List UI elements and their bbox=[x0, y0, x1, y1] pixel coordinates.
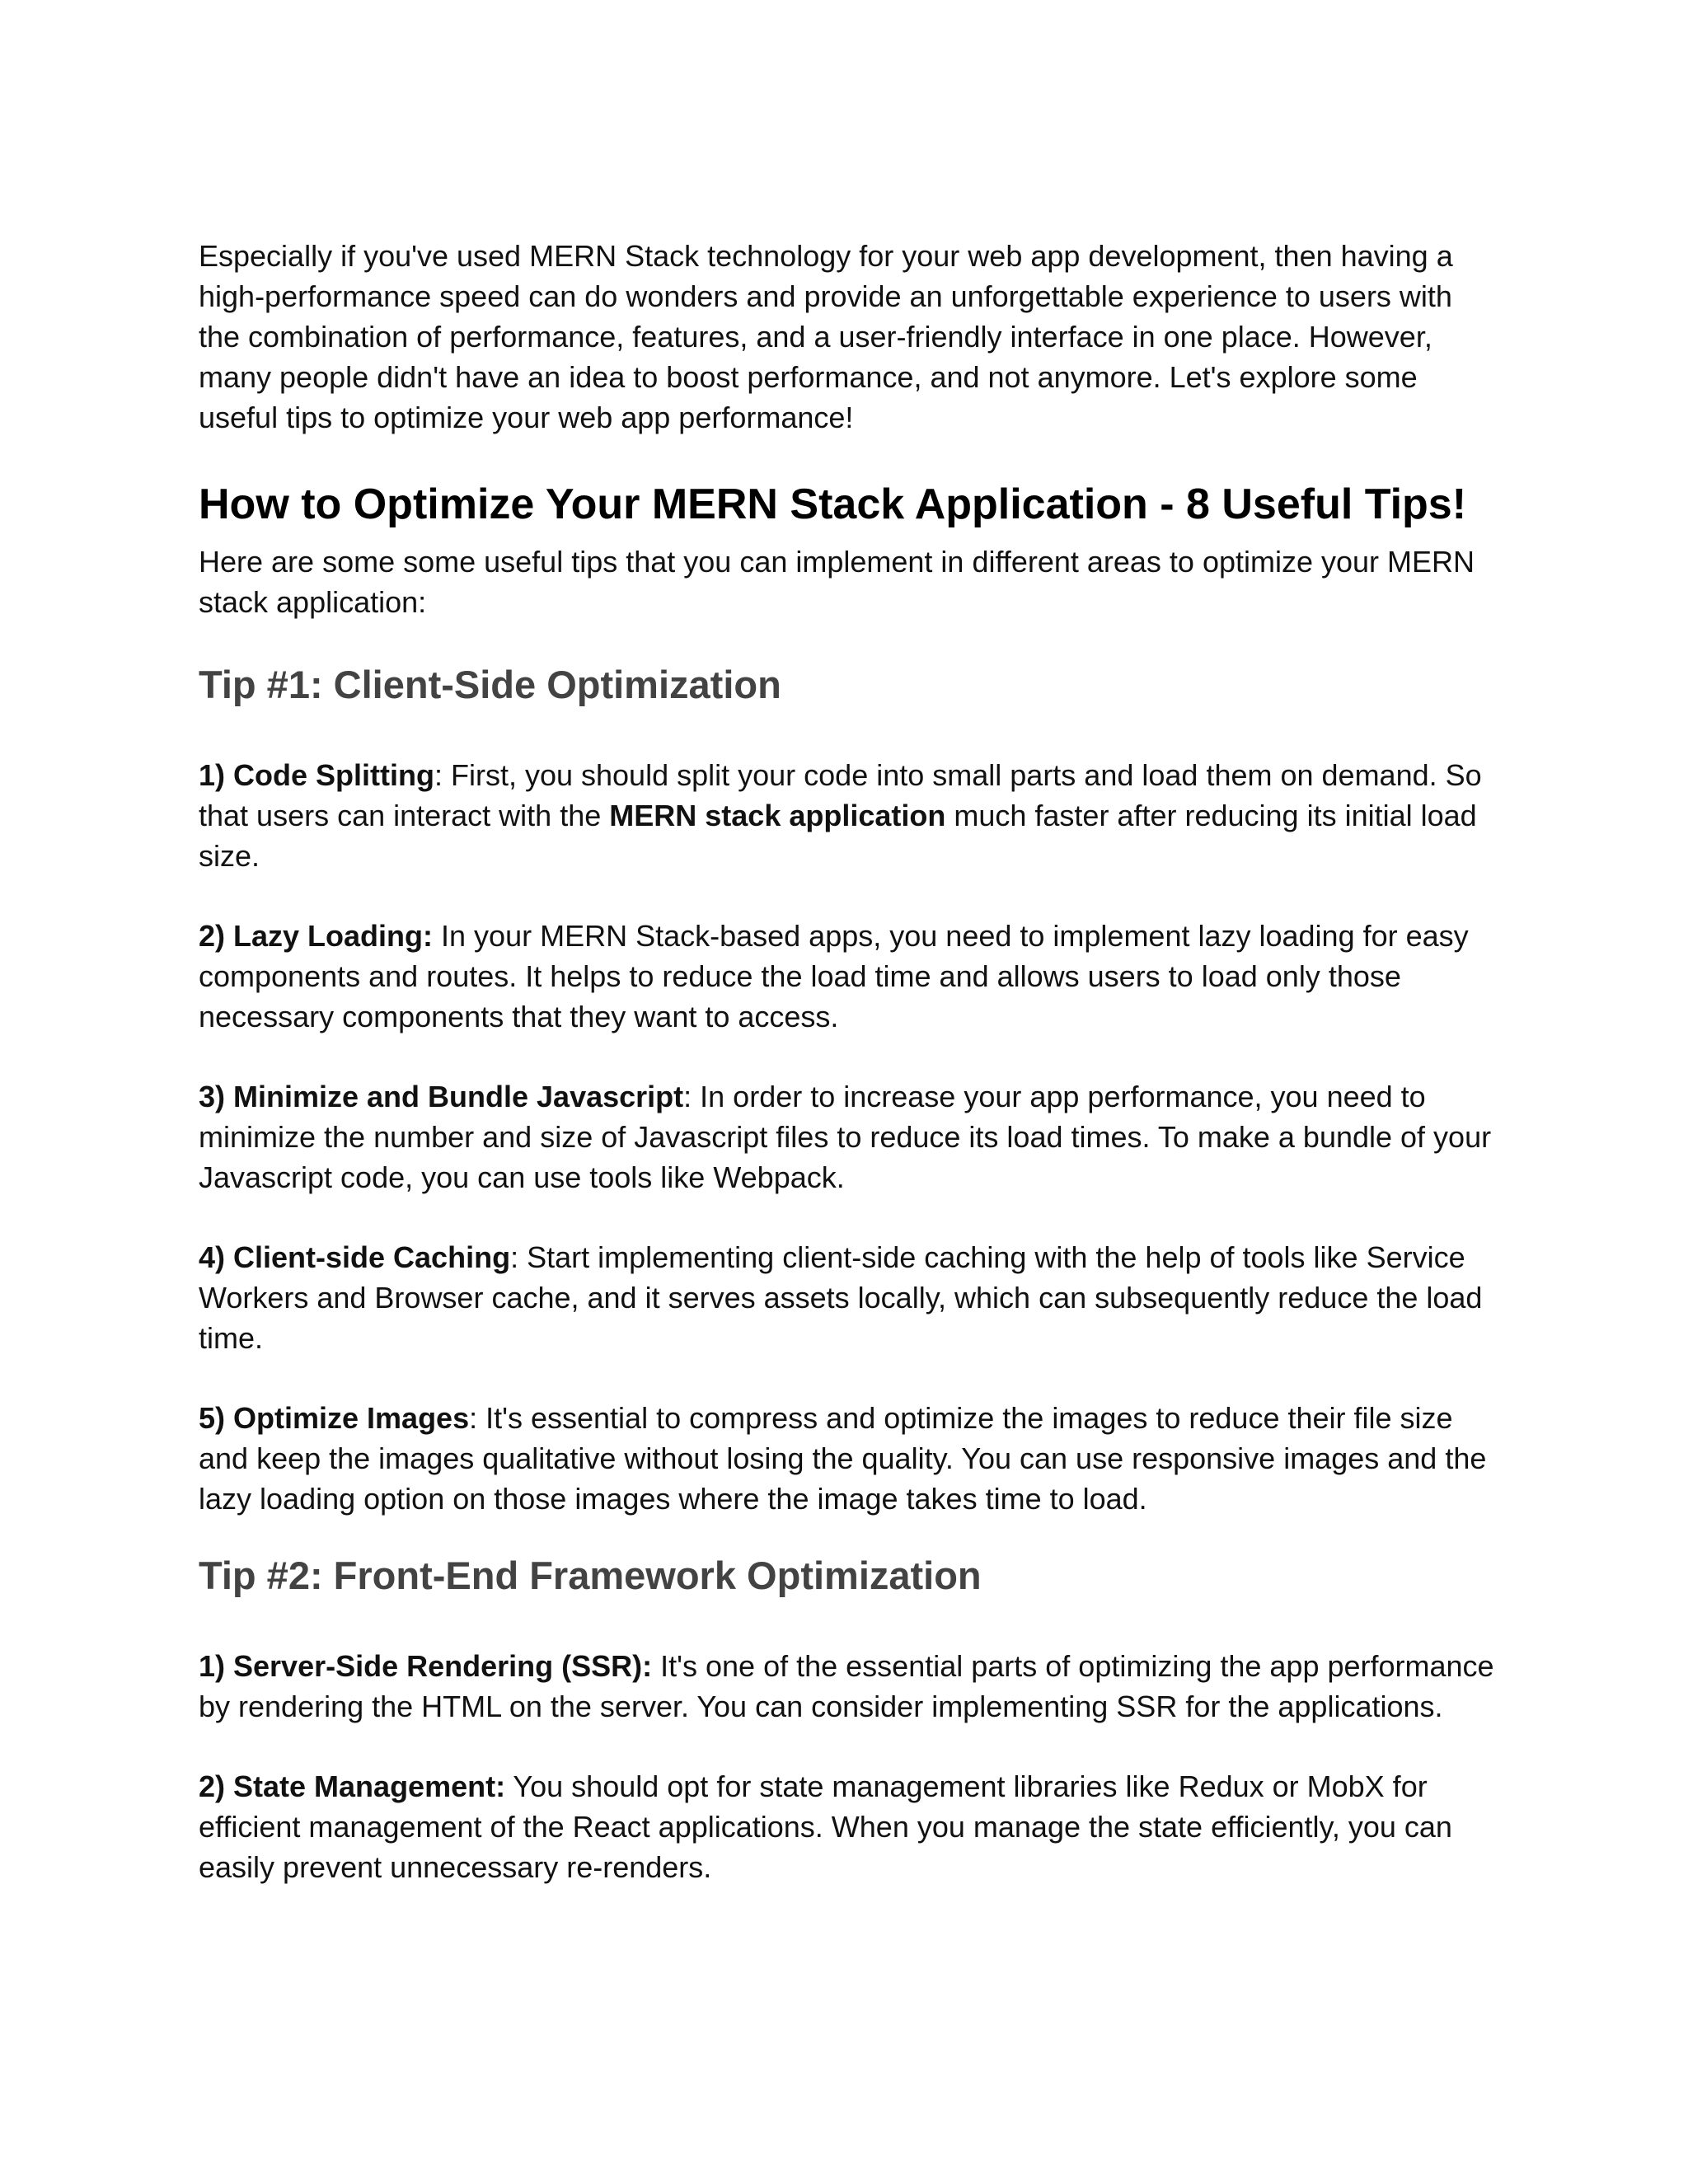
tip1-item-2-text: In your MERN Stack-based apps, you need to implement lazy loading for easy components and routes. It helps to reduce the load time and allows users to load only those necessary components that they want to access. bbox=[199, 919, 1469, 1033]
tip1-item-2 bbox=[199, 916, 1501, 1037]
tip1-item-1-text: : First, you should split your code into small parts and load them on demand. So that users can interact with the bbox=[199, 758, 1482, 832]
tip1-item-4 bbox=[199, 1237, 1501, 1358]
tip1-heading: Tip #1: Client-Side Optimization bbox=[199, 663, 781, 706]
tip2-heading: Tip #2: Front-End Framework Optimization bbox=[199, 1554, 982, 1597]
tip1-item-1-bold-phrase: MERN stack application bbox=[609, 799, 946, 832]
main-intro-paragraph: Here are some some useful tips that you can implement in different areas to optimize your MERN stack application: bbox=[199, 545, 1475, 619]
intro-paragraph: Especially if you've used MERN Stack technology for your web app development, then having a high-performance speed can do wonders and provide an unforgettable experience to users with the combination of performance, features, and a user-friendly interface in one place. However, many people didn't have an idea to boost performance, and not anymore. Let's explore some useful tips to optimize your web app performance! bbox=[199, 239, 1453, 434]
tip1-item-2-label: 2) Lazy Loading: bbox=[199, 919, 434, 953]
tip1-item-3-text: : In order to increase your app performance, you need to minimize the number and size of Javascript files to reduce its load times. To make a bundle of your Javascript code, you can use tools like Webpack. bbox=[199, 1080, 1492, 1194]
tip1-item-1-text-end: much faster after reducing its initial load size. bbox=[199, 799, 1477, 873]
tip2-item-1 bbox=[199, 1646, 1501, 1727]
tip1-item-4-text: : Start implementing client-side caching with the help of tools like Service Workers and Browser cache, and it serves assets locally, which can subsequently reduce the load time. bbox=[199, 1240, 1483, 1355]
tip2-item-1-label: 1) Server-Side Rendering (SSR): bbox=[199, 1649, 653, 1683]
document-body bbox=[199, 236, 1501, 1887]
tip1-item-1 bbox=[199, 755, 1501, 876]
tip2-item-2-label: 2) State Management: bbox=[199, 1769, 506, 1803]
main-heading: How to Optimize Your MERN Stack Application - 8 Useful Tips! bbox=[199, 480, 1467, 528]
tip1-item-3-label: 3) Minimize and Bundle Javascript bbox=[199, 1080, 684, 1113]
tip1-item-5 bbox=[199, 1398, 1501, 1519]
tip1-item-3 bbox=[199, 1076, 1501, 1197]
tip1-item-5-label: 5) Optimize Images bbox=[199, 1401, 470, 1435]
tip2-item-2-text: You should opt for state management libraries like Redux or MobX for efficient management of the React applications. When you manage the state efficiently, you can easily prevent unnecessary re-renders. bbox=[199, 1769, 1452, 1884]
tip1-item-1-label: 1) Code Splitting bbox=[199, 758, 434, 792]
tip2-item-2 bbox=[199, 1766, 1501, 1887]
tip1-item-4-label: 4) Client-side Caching bbox=[199, 1240, 511, 1274]
tip2-item-1-text: It's one of the essential parts of optimizing the app performance by rendering the HTML on the server. You can consider implementing SSR for the applications. bbox=[199, 1649, 1494, 1723]
tip1-item-5-text: : It's essential to compress and optimize the images to reduce their file size and keep the images qualitative without losing the quality. You can use responsive images and the lazy loading option on those images where the image takes time to load. bbox=[199, 1401, 1487, 1516]
